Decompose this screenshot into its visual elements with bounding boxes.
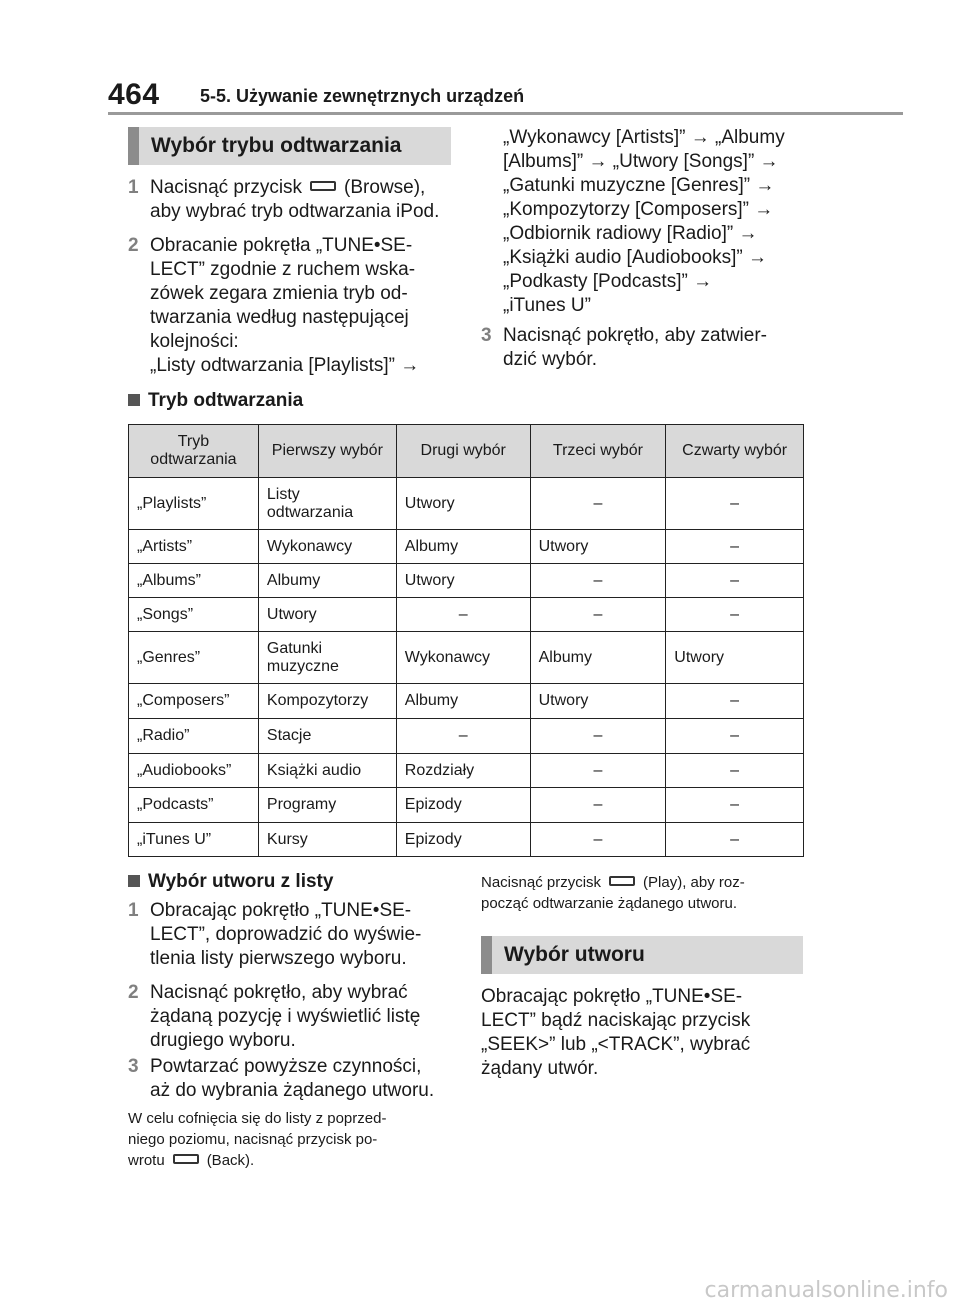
modes-subheading: Tryb odtwarzania [128, 390, 303, 412]
back-note: W celu cofnięcia się do listy z poprzed- niego poziomu, nacisnąć przycisk po- wrotu (Back). [128, 1110, 387, 1169]
list-step-3: 3 Powtarzać powyższe czynności, aż do wybrania żądanego utworu. [128, 1056, 435, 1101]
step-number: 3 [128, 1056, 139, 1077]
step-number: 2 [128, 982, 139, 1003]
watermark: carmanualsonline.info [704, 1278, 948, 1303]
header-rule [108, 112, 903, 115]
column-header: Pierwszy wybór [258, 425, 396, 478]
list-step-2: 2 Nacisnąć pokrętło, aby wybrać żądaną pozycję i wyświetlić listę drugiego wyboru. [128, 982, 421, 1051]
page-number: 464 [108, 78, 160, 111]
browse-button-icon [310, 181, 336, 191]
list-select-subheading: Wybór utworu z listy [128, 871, 333, 893]
track-select-text: Obracając pokrętło „TUNE•SE- LECT” bądź naciskając przycisk „SEEK>” lub „<TRACK”, wybrać żądany utwór. [481, 986, 751, 1079]
step-3: 3 Nacisnąć pokrętło, aby zatwier- dzić wybór. [481, 325, 767, 370]
section-heading-playback-mode: Wybór trybu odtwarzania [128, 127, 451, 165]
table-row: „Playlists” Listy odtwarzania Utwory – – [129, 478, 804, 530]
play-note: Nacisnąć przycisk (Play), aby roz- począć odtwarzanie żądanego utworu. [481, 874, 745, 912]
list-step-1: 1 Obracając pokrętło „TUNE•SE- LECT”, doprowadzić do wyświe- tlenia listy pierwszego wyboru. [128, 900, 422, 969]
square-bullet-icon [128, 394, 140, 406]
table-row: „Albums” Albumy Utwory – – [129, 564, 804, 598]
chapter-title: 5-5. Używanie zewnętrznych urządzeń [200, 86, 525, 106]
column-header: Trzeci wybór [530, 425, 666, 478]
playback-mode-sequence: „Wykonawcy [Artists]” → „Albumy [Albums]” → „Utwory [Songs]” → „Gatunki muzyczne [Genres]” → „Kompozytorzy [Composers]” → „Odbiornik radiowy [Radio]” → „Książki audio [Audiobooks]” → „Podkasty [Podcasts]” → „iTunes U” [503, 127, 785, 316]
column-header: Drugi wybór [396, 425, 530, 478]
back-button-icon [173, 1154, 199, 1164]
square-bullet-icon [128, 875, 140, 887]
section-heading-track-select: Wybór utworu [481, 936, 803, 974]
column-header: Czwarty wybór [666, 425, 804, 478]
table-row: „Composers” Kompozytorzy Albumy Utwory – [129, 684, 804, 719]
step-number: 3 [481, 325, 492, 346]
table-row: „Artists” Wykonawcy Albumy Utwory – [129, 530, 804, 564]
table-row: „iTunes U” Kursy Epizody – – [129, 823, 804, 857]
table-row: „Radio” Stacje – – – [129, 719, 804, 754]
table-row: „Podcasts” Programy Epizody – – [129, 788, 804, 823]
table-row: „Genres” Gatunki muzyczne Wykonawcy Albumy Utwory [129, 632, 804, 684]
table-header-row [129, 425, 804, 478]
play-button-icon [609, 876, 635, 886]
step-number: 1 [128, 177, 139, 198]
table-row: „Songs” Utwory – – – [129, 598, 804, 632]
column-header: Tryb odtwarzania [129, 425, 259, 478]
step-number: 1 [128, 900, 139, 921]
playback-modes-table [128, 424, 804, 857]
step-number: 2 [128, 235, 139, 256]
step-1: 1 Nacisnąć przycisk (Browse), aby wybrać tryb odtwarzania iPod. [128, 177, 440, 222]
table-row: „Audiobooks” Książki audio Rozdziały – – [129, 754, 804, 788]
step-2: 2 Obracanie pokrętła „TUNE•SE- LECT” zgodnie z ruchem wska- zówek zegara zmienia tryb od- twarzania według następującej kolejności: „Listy odtwarzania [Playlists]” → [128, 235, 420, 376]
